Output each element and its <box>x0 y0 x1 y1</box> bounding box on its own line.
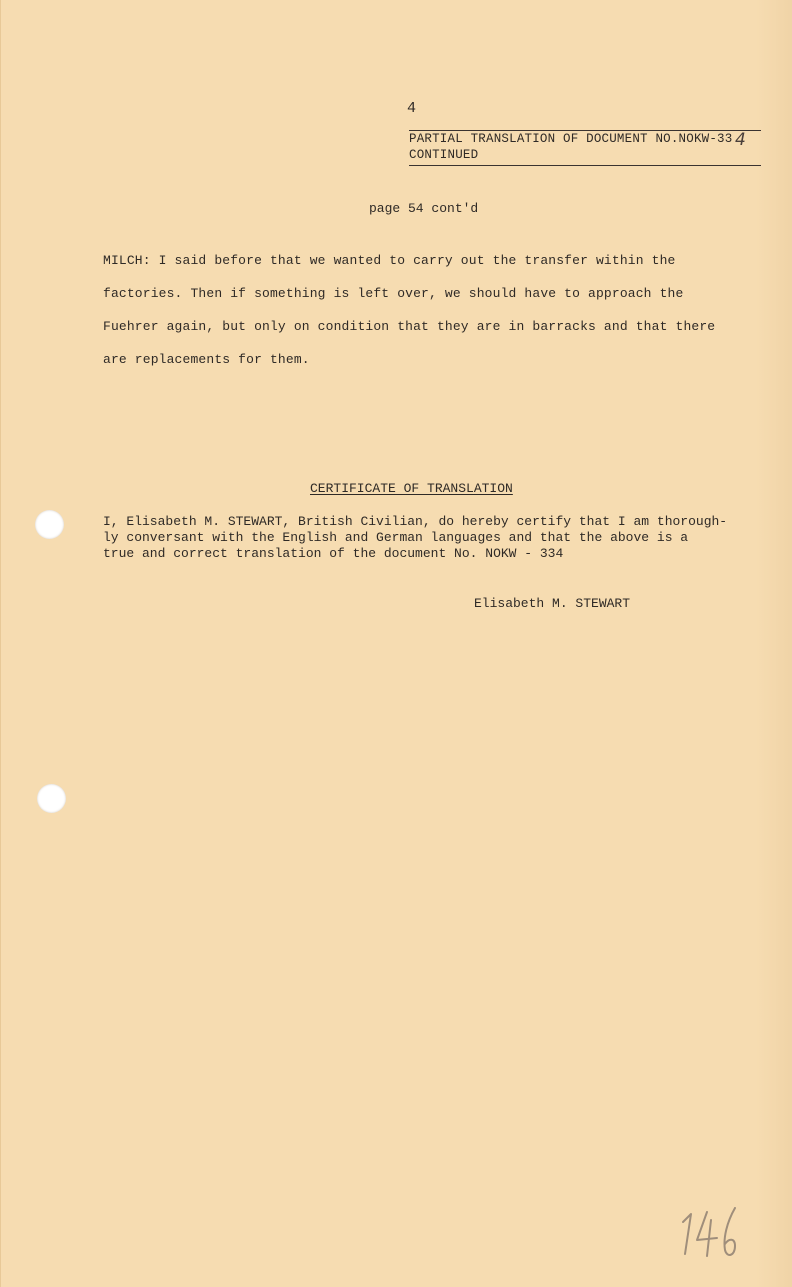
paragraph-line: MILCH: I said before that we wanted to carry out the transfer within the <box>103 253 676 268</box>
punch-hole <box>35 510 64 539</box>
certificate-body <box>103 514 773 562</box>
page-number: 4 <box>407 100 417 117</box>
punch-hole <box>37 784 66 813</box>
paper-edge <box>756 0 792 1287</box>
paragraph-line: Fuehrer again, but only on condition that they are in barracks and that there <box>103 319 716 334</box>
header-title <box>409 130 761 150</box>
certificate-line: I, Elisabeth M. STEWART, British Civilian, do hereby certify that I am thorough- <box>103 514 728 529</box>
header-title-text: PARTIAL TRANSLATION OF DOCUMENT NO.NOKW-33 <box>409 132 733 146</box>
testimony-paragraph <box>103 244 743 376</box>
handwritten-folio-number <box>673 1198 743 1268</box>
paragraph-line: are replacements for them. <box>103 352 310 367</box>
page-reference: page 54 cont'd <box>369 201 479 216</box>
certificate-line: ly conversant with the English and German languages and that the above is a <box>103 530 689 545</box>
certificate-title: CERTIFICATE OF TRANSLATION <box>310 481 513 496</box>
translator-signature: Elisabeth M. STEWART <box>474 596 631 611</box>
header-continued: CONTINUED <box>409 148 479 162</box>
document-header <box>409 130 761 166</box>
header-bottom-rule <box>409 165 761 166</box>
certificate-line: true and correct translation of the document No. NOKW - 334 <box>103 546 564 561</box>
header-title-handwritten-suffix: 4 <box>735 130 746 150</box>
paragraph-line: factories. Then if something is left over, we should have to approach the <box>103 286 684 301</box>
